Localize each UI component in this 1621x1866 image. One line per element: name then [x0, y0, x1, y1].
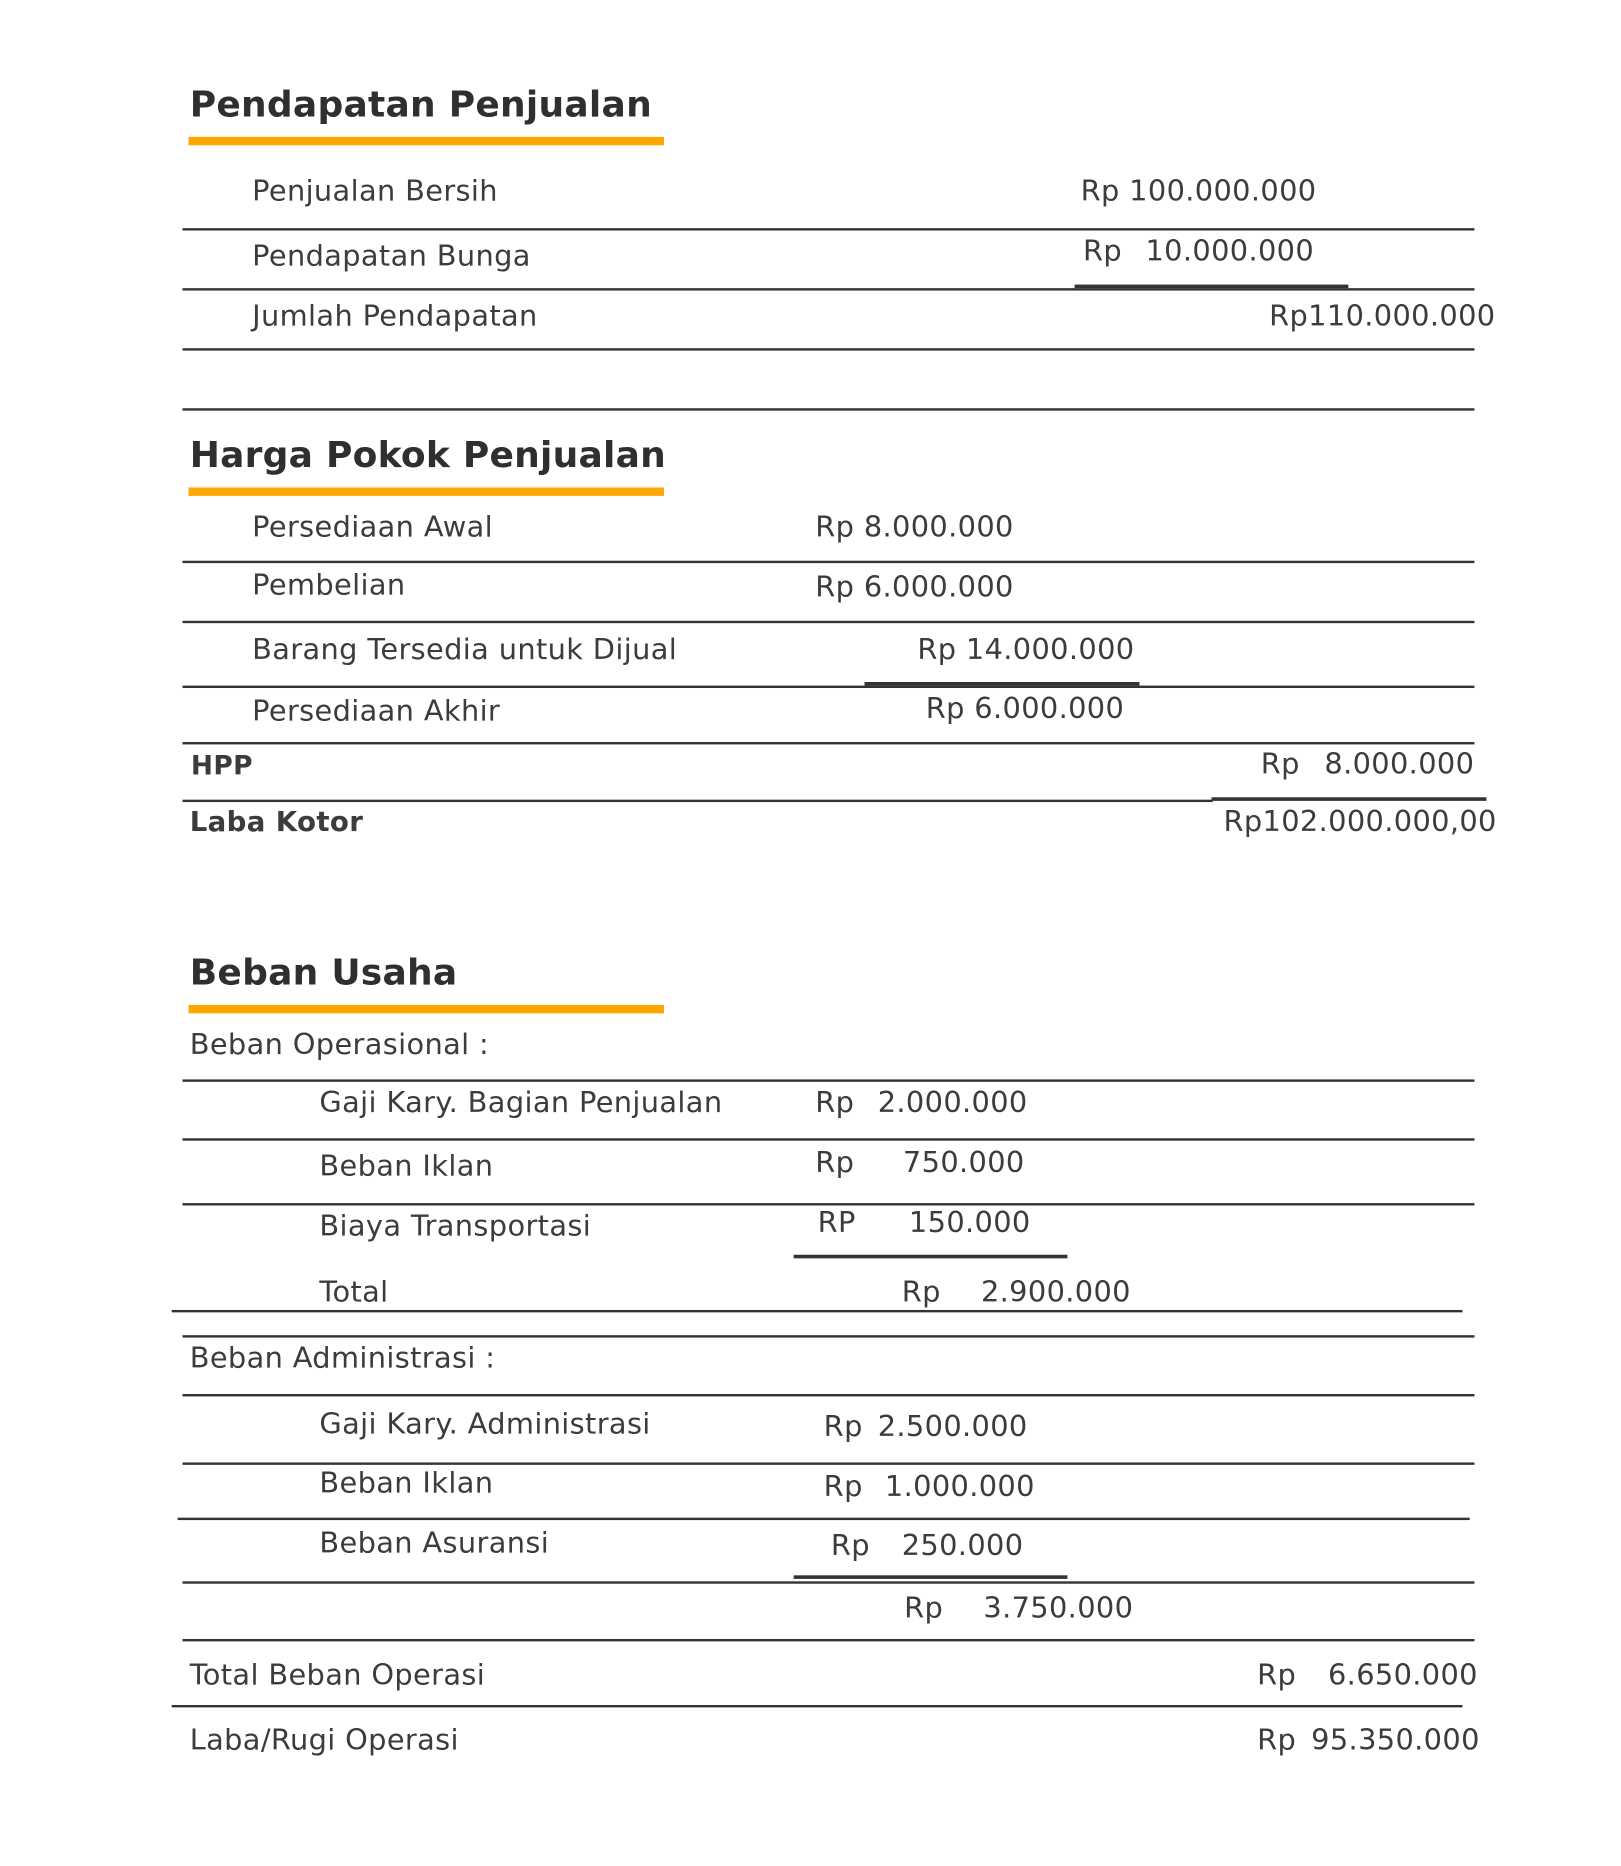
admin-item-label: Gaji Kary. Administrasi	[319, 1407, 651, 1441]
op-item-value: 2.000.000	[877, 1085, 1028, 1120]
row-divider	[183, 742, 1475, 744]
net-sales-value: Rp 100.000.000	[1080, 174, 1317, 208]
row-divider	[183, 1138, 1475, 1140]
interest-income-label: Pendapatan Bunga	[252, 238, 531, 273]
op-item-currency: RP	[817, 1205, 856, 1240]
total-revenue-value: Rp110.000.000	[1269, 298, 1496, 333]
section-accent-bar	[189, 137, 664, 145]
admin-item-label: Beban Iklan	[319, 1466, 494, 1500]
opening-inventory-label: Persediaan Awal	[252, 510, 494, 544]
admin-expenses-label: Beban Administrasi :	[189, 1341, 496, 1375]
admin-item-value: 2.500.000	[877, 1409, 1028, 1444]
goods-available-value: Rp 14.000.000	[917, 632, 1135, 667]
section-accent-bar	[189, 487, 664, 495]
op-item-label: Biaya Transportasi	[319, 1209, 592, 1243]
admin-item-label: Beban Asuransi	[319, 1526, 550, 1560]
hpp-value: 8.000.000	[1324, 746, 1475, 781]
operating-result-currency: Rp	[1257, 1723, 1297, 1757]
op-total-value: 2.900.000	[980, 1275, 1131, 1309]
admin-item-currency: Rp	[823, 1469, 863, 1504]
interest-income-currency: Rp	[1083, 234, 1123, 268]
op-item-value: 750.000	[902, 1145, 1025, 1180]
gross-profit-value: Rp102.000.000,00	[1223, 804, 1497, 839]
row-divider	[183, 228, 1475, 230]
total-operating-expense-value: 6.650.000	[1327, 1658, 1478, 1692]
total-operating-expense-currency: Rp	[1257, 1658, 1297, 1692]
closing-inventory-label: Persediaan Akhir	[252, 694, 501, 728]
section-title-expenses: Beban Usaha	[189, 952, 458, 995]
admin-item-value: 1.000.000	[884, 1469, 1035, 1504]
hpp-currency: Rp	[1260, 746, 1300, 781]
subtotal-underline	[1212, 797, 1487, 801]
admin-item-value: 250.000	[901, 1528, 1024, 1563]
admin-total-currency: Rp	[904, 1590, 944, 1625]
hpp-label: HPP	[190, 751, 253, 782]
row-divider	[183, 1394, 1475, 1396]
interest-income-value: 10.000.000	[1145, 234, 1315, 268]
total-revenue-label: Jumlah Pendapatan	[252, 298, 538, 333]
opening-inventory-value: Rp 8.000.000	[815, 510, 1014, 544]
row-divider	[183, 561, 1475, 563]
section-accent-bar	[189, 1005, 664, 1013]
subtotal-underline	[794, 1575, 1068, 1579]
row-divider	[183, 1079, 1475, 1081]
closing-inventory-value: Rp 6.000.000	[925, 691, 1125, 726]
op-item-currency: Rp	[815, 1085, 855, 1120]
admin-item-currency: Rp	[830, 1528, 870, 1563]
row-divider	[183, 1335, 1475, 1337]
row-divider	[183, 800, 1213, 802]
admin-item-currency: Rp	[823, 1409, 863, 1444]
gross-profit-label: Laba Kotor	[189, 806, 364, 839]
section-title-revenue: Pendapatan Penjualan	[189, 84, 652, 127]
row-divider	[183, 1462, 1475, 1464]
goods-available-label: Barang Tersedia untuk Dijual	[252, 632, 678, 667]
op-item-currency: Rp	[815, 1145, 855, 1180]
row-divider	[172, 1705, 1463, 1707]
row-divider	[183, 288, 1475, 290]
op-item-label: Gaji Kary. Bagian Penjualan	[319, 1085, 723, 1120]
op-item-label: Beban Iklan	[319, 1149, 494, 1183]
op-item-value: 150.000	[908, 1205, 1031, 1240]
operating-result-label: Laba/Rugi Operasi	[189, 1723, 459, 1757]
op-total-currency: Rp	[901, 1275, 941, 1309]
row-divider	[183, 1581, 1475, 1583]
net-sales-label: Penjualan Bersih	[252, 174, 498, 208]
row-divider	[183, 348, 1475, 350]
operational-expenses-label: Beban Operasional :	[189, 1027, 490, 1062]
section-title-cogs: Harga Pokok Penjualan	[189, 434, 667, 477]
row-divider	[183, 621, 1475, 623]
row-divider	[183, 686, 1475, 688]
row-divider	[183, 1639, 1475, 1641]
row-divider	[172, 1310, 1463, 1312]
operating-result-value: 95.350.000	[1311, 1723, 1480, 1757]
purchases-value: Rp 6.000.000	[815, 570, 1014, 604]
purchases-label: Pembelian	[252, 567, 406, 602]
row-divider	[178, 1518, 1470, 1520]
admin-total-value: 3.750.000	[983, 1590, 1134, 1625]
total-operating-expense-label: Total Beban Operasi	[189, 1658, 486, 1692]
op-total-label: Total	[319, 1275, 389, 1309]
row-divider	[183, 408, 1475, 410]
subtotal-underline	[794, 1255, 1068, 1259]
